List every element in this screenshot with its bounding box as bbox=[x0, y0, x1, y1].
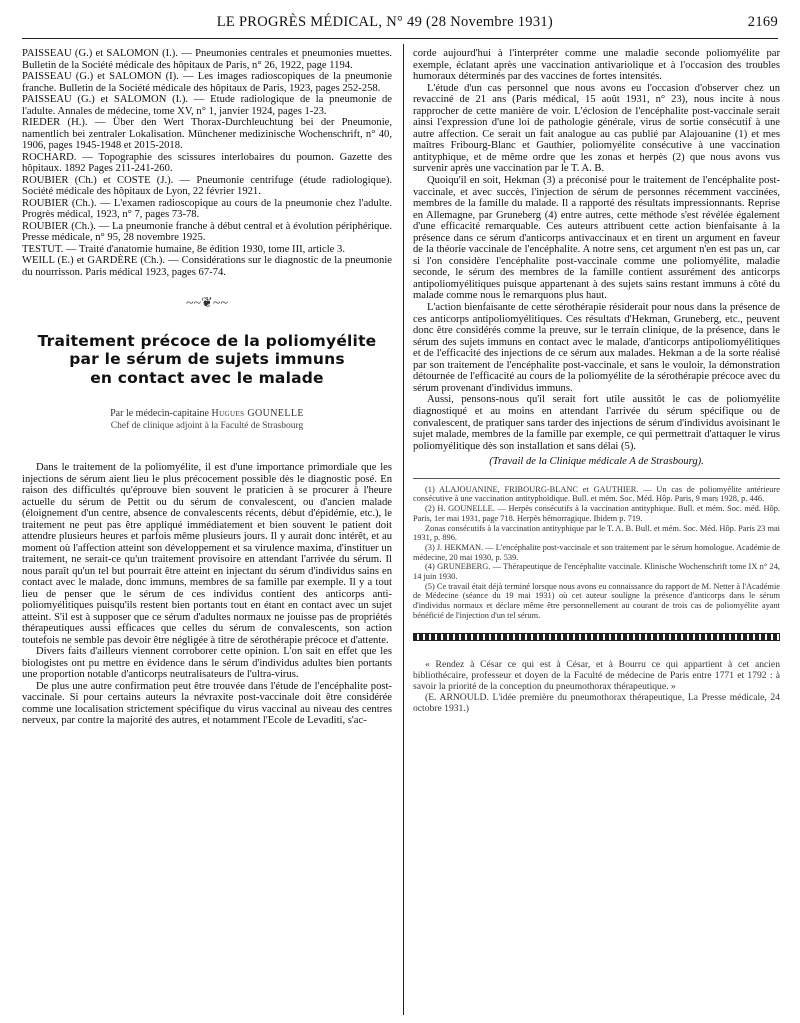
reference-item: PAISSEAU (G.) et SALOMON (I.). — Pneumonies centrales et pneumonies muettes. Bulletin de la Société médicale des hôpitaux de Paris, n° 26, 1922, page 1194. bbox=[22, 48, 392, 71]
reference-item: TESTUT. — Traité d'anatomie humaine, 8e édition 1930, tome III, article 3. bbox=[22, 243, 345, 255]
reference-item: ROUBIER (Ch.) et COSTE (J.). — Pneumonie centrifuge (étude radiologique). Société médicale des hôpitaux de Lyon, 22 février 1921. bbox=[22, 174, 392, 197]
section-ornament: ~~❦~~ bbox=[185, 296, 229, 311]
body-paragraph: De plus une autre confirmation peut être trouvée dans l'étude de l'encéphalite post-vaccinale. Si pour certains auteurs la névraxite post-vaccinale doit être considérée comme une localisation strictement spécifique du virus vaccinal au niveau des centres nerveux, par contre la majorité des autres, et notamment l'Ecole de Levaditi, s'ac- bbox=[22, 680, 392, 726]
body-paragraph: Quoiqu'il en soit, Hekman (3) a préconisé pour le traitement de l'encéphalite post-vaccinale, et avec succès, l'injection de sérum de personnes récemment vaccinées, membres de la famille du malade. Il a rapporté des résultats impressionnants. Reprise en Allemagne, par Gruneberg (4) entre autres, cette méthode s'est révélée également d'une efficacité remarquable. Ces auteurs attribuent cette action bienfaisante à la présence dans ce sérum d'anticorps antivaccinaux et en tirent un argument en faveur de la théorie vaccinale de l'encéphalite. A notre sens, cet argument n'en est pas un, car si l'on considère l'encéphalite post-vaccinale comme une poliomyélite, maladie seconde, le sérum des membres de la famille contient assurément des anticorps antipoliomyélitiques puisque appartenant à des sujets sains restant immuns à côté du malade comme nous le remarquons plus haut. bbox=[413, 175, 780, 302]
author-affiliation: Chef de clinique adjoint à la Faculté de Strasbourg bbox=[110, 421, 304, 431]
article-title-line: Traitement précoce de la poliomyélite bbox=[37, 331, 377, 350]
footnote: (4) GRUNEBERG. — Thérapeutique de l'encéphalite vaccinale. Klinische Wochenschrift tome IX n° 24, 14 juin 1930. bbox=[413, 562, 780, 582]
body-paragraph: L'action bienfaisante de cette sérothérapie résiderait pour nous dans la présence de ces anticorps antipoliomyélitiques. Ces résultats d'Hekman, Gruneberg, etc., peuvent donc être considérés comme la preuve, sur le terrain clinique, de la présence, dans le sérum des sujets immuns en contact avec le malade, d'anticorps antipoliomyélitiques et de l'efficacité des injections de ce sérum aux malades. Hekman a de la sorte réalisé par son traitement de l'encéphalite post-vaccinale, et sans le vouloir, la démonstration détournée de l'efficacité au cours de la poliomyélite de la sérothérapie précoce avec du sérum provenant d'individus immuns. bbox=[413, 302, 780, 394]
byline bbox=[22, 407, 392, 420]
body-paragraph: corde aujourd'hui à l'interpréter comme une maladie seconde poliomyélite par exemple, éclatant après une vaccination antivariolique et à l'occasion des troubles humoraux déterminés par des vaccines de fortes intensités. bbox=[413, 48, 780, 83]
article-title-line: en contact avec le malade bbox=[90, 368, 324, 387]
decorative-rule bbox=[413, 633, 780, 641]
reference-item: PAISSEAU (G.) et SALOMON (I.). — Etude radiologique de la pneumonie de l'adulte. Annales de médecine, tome XV, n° 1, janvier 1924, pages 1-23. bbox=[22, 94, 392, 117]
closing-quote bbox=[413, 659, 780, 714]
reference-item: WEILL (E.) et GARDÈRE (Ch.). — Considérations sur le diagnostic de la pneumonie du nourrisson. Paris médical 1923, pages 67-74. bbox=[22, 255, 392, 278]
footnote: (1) ALAJOUANINE, FRIBOURG-BLANC et GAUTHIER. — Un cas de poliomyélite antérieure consécutive à une vaccination antityphoïdique. Bull. et mém. Soc. Méd. Hôp. Paris, 9 mars 1928, p. 446. bbox=[413, 484, 780, 504]
column-divider bbox=[403, 44, 404, 1015]
reference-list bbox=[22, 48, 392, 278]
body-paragraph: Dans le traitement de la poliomyélite, il est d'une importance primordiale que les injections de sérum aient lieu le plus précocement possible dès le diagnostic posé. En raison des difficultés qu'éprouve bien souvent le praticien à se procurer à l'heure actuelle du sérum de Pettit ou du sérum de convalescent, ou d'ancien malade (éloignement d'un centre, absence de convalescents récents, début d'épidémie, etc.), le traitement ne peut pas être appliqué immédiatement et bien souvent le patient doit attendre plusieurs heures et parfois même plusieurs jours. Il y aurait donc intérêt, et au moment où l'affection atteint son développement et sa virulence maxima, d'instituer un traitement, ne serait-ce qu'un traitement provisoire en attendant l'arrivée du sérum. Il nous paraît qu'un tel but pourrait être atteint en injectant du sérum d'individus sains en contact avec le malade, donc immuns, membres de sa famille par exemple. Il y a tout lieu de penser que le sérum de ces individus contient des anticorps anti-poliomyélitiques puisqu'ils restent bien portants tout en étant en contact avec un sujet atteint. S'il est à supposer que ce sérum d'adultes normaux ne jouisse pas de propriétés thérapeutiques aussi efficaces que celles du sérum de convalescents, son action toutefois ne semble pas devoir être négligée à titre de sérothérapie précoce et d'attente. bbox=[22, 462, 392, 646]
quote-source: (E. ARNOULD. L'idée première du pneumothorax thérapeutique, La Presse médicale, 24 octobre 1931.) bbox=[413, 691, 780, 714]
article-source-note: (Travail de la Clinique médicale A de Strasbourg). bbox=[489, 456, 704, 468]
footnotes bbox=[413, 485, 780, 621]
article-title bbox=[22, 332, 392, 388]
footnote: (3) J. HEKMAN. — L'encéphalite post-vaccinale et son traitement par le sérum homologue. Académie de médecine, 20 mai 1930, p. 539. bbox=[413, 542, 780, 562]
byline-prefix: Par le médecin-capitaine bbox=[110, 408, 209, 419]
page-header bbox=[22, 14, 778, 36]
reference-item: ROUBIER (Ch.). — La pneumonie franche à début central et à évolution périphérique. Presse médicale, n° 95, 28 novembre 1925. bbox=[22, 220, 392, 243]
journal-title: LE PROGRÈS MÉDICAL, N° 49 (28 Novembre 1931) bbox=[216, 14, 554, 30]
reference-item: PAISSEAU (G.) et SALOMON (I). — Les images radioscopiques de la pneumonie franche. Bulletin de la Société médicale des hôpitaux de Paris, 1923, pages 252-258. bbox=[22, 71, 392, 94]
left-column bbox=[22, 48, 392, 727]
body-paragraph: L'étude d'un cas personnel que nous avons eu l'occasion d'observer chez un revacciné de 21 ans (Paris médical, 15 août 1931, n° 23), nous incite à nous rapprocher de cette manière de voir. L'éclosion de l'encéphalite post-vaccinale serait ainsi l'expression d'une loi de pathologie générale, virus de sortie consécutif à une autre affection. Ce serait un fait analogue au cas publié par Alajouanine (1) et mes maîtres Fribourg-Blanc et Gauthier, poliomyélite consécutive à une vaccination antityphique, et de même ordre que les zonas et herpès (2) que nous avons vus survenir après une vaccination par le T. A. B. bbox=[413, 82, 780, 175]
footnote: (2) H. GOUNELLE. — Herpès consécutifs à la vaccination antityphique. Bull. et mém. Soc. méd. Hôp. Paris, 1er mai 1931, page 718. Herpès hémorragique. Ibidem p. 719. bbox=[413, 504, 780, 523]
reference-item: ROUBIER (Ch.). — L'examen radioscopique au cours de la pneumonie chez l'adulte. Progrès médical, 1923, n° 7, pages 73-78. bbox=[22, 197, 392, 220]
right-column bbox=[413, 48, 780, 714]
page-number: 2169 bbox=[747, 14, 778, 30]
footnote: Zonas consécutifs à la vaccination antityphique par le T. A. B. Bull. et mém. Soc. Méd. Hôp. Paris 23 mai 1931, p. 896. bbox=[413, 523, 780, 543]
body-paragraph: Divers faits d'ailleurs viennent corroborer cette opinion. L'on sait en effet que les biologistes ont pu mettre en évidence dans le sérum d'individus adultes bien portants une proportion notable d'anticorps neutralisateurs de l'ultra-virus. bbox=[22, 646, 392, 680]
footnotes-rule bbox=[413, 478, 780, 479]
quote-text: « Rendez à César ce qui est à César, et à Bourru ce qui appartient à cet ancien bibliothécaire, professeur et doyen de la Faculté de médecine de Paris entre 1771 et 1792 : à savoir la priorité de la conception du pneumothorax thérapeutique. » bbox=[413, 658, 780, 692]
reference-item: ROCHARD. — Topographie des scissures interlobaires du poumon. Gazette des hôpitaux. 1892 Pages 211-241-260. bbox=[22, 151, 392, 174]
footnote: (5) Ce travail était déjà terminé lorsque nous avons eu connaissance du rapport de M. Netter à l'Académie de Médecine (séance du 19 mai 1931) où cet auteur souligne la présence d'anticorps dans le sérum d'individus normaux et déclare même être personnellement au courant de trois cas de poliomyélite ayant bénéficié de l'injection d'un tel sérum. bbox=[413, 581, 780, 620]
reference-item: RIEDER (H.). — Über den Wert Thorax-Durchleuchtung bei der Pneumonie, namentlich bei zentraler Lokalisation. Münchener medizinische Wochenschrift, n° 40, 1906, pages 1945-1948 et 2015-2018. bbox=[22, 117, 392, 151]
body-paragraph: Aussi, pensons-nous qu'il serait fort utile aussitôt le cas de poliomyélite diagnostiqué et au moins en attendant l'arrivée du sérum spécifique ou de convalescent, de pratiquer sans tarder des injections de sérum d'individus avoisinant le sujet malade, membres de la famille par exemple, ce qui permettrait d'attaquer le virus poliomyélitique dès son installation et sans délai (5). bbox=[413, 394, 780, 452]
article-title-line: par le sérum de sujets immuns bbox=[69, 350, 345, 368]
header-rule bbox=[22, 38, 778, 39]
author-name: Hugues GOUNELLE bbox=[211, 408, 304, 419]
